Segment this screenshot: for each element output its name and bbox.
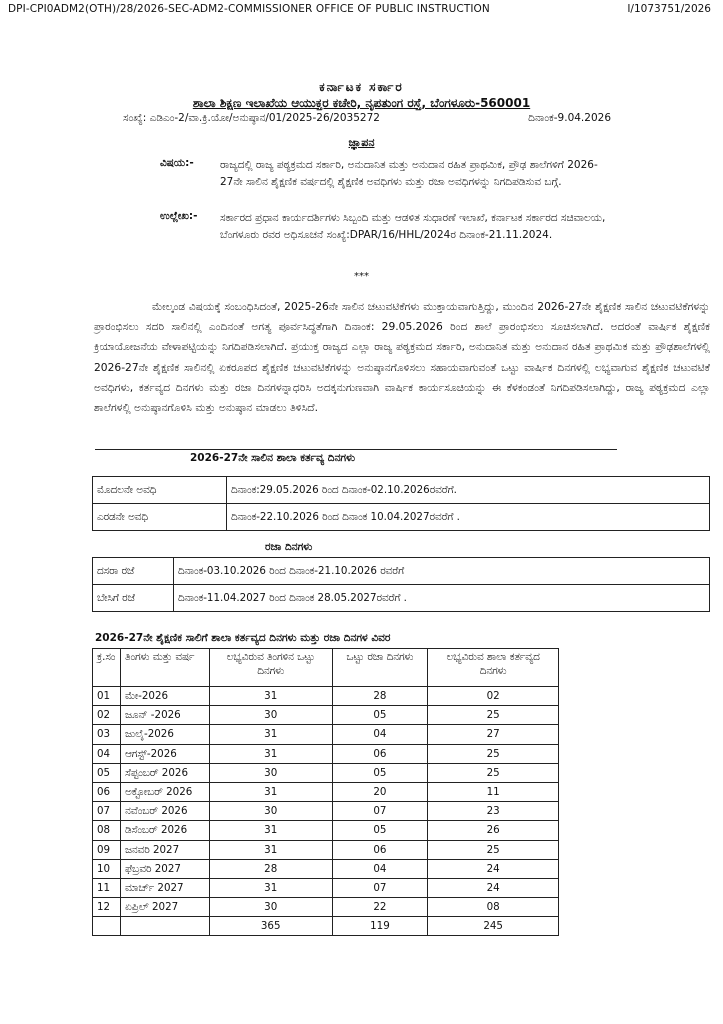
serial-cell: 08 [93,821,121,840]
table-row [93,504,710,531]
month-cell: ಫೆಬ್ರವರಿ 2027 [120,859,209,878]
month-cell: ಜನವರಿ 2027 [120,840,209,859]
total-days-cell: 28 [209,859,332,878]
column-header: ಕ್ರ.ಸಂ [93,649,121,687]
total-holidays-cell: 119 [332,917,428,936]
table-header-row [93,649,559,687]
total-days-cell: 30 [209,802,332,821]
working-days-cell: 25 [428,763,559,782]
monthly-days-table [92,648,559,936]
issue-date: ದಿನಾಂಕ-9.04.2026 [528,112,611,124]
reference-text: ಸರ್ಕಾರದ ಪ್ರಧಾನ ಕಾರ್ಯದರ್ಶಿಗಳು ಸಿಬ್ಬಂದಿ ಮತ್ತು ಆಡಳಿತ ಸುಧಾರಣೆ ಇಲಾಖೆ, ಕರ್ನಾಟಕ ಸರ್ಕಾರದ ಸಚಿವಾಲಯ, ಬೆಂಗಳೂರು ರವರ ಅಧಿಸೂಚನೆ ಸಂಖ್ಯೆ:DPAR/16/HHL/2024ರ ದಿನಾಂಕ-21.11.2024. [220,212,606,241]
holidays-cell: 05 [332,821,428,840]
working-days-cell: 02 [428,687,559,706]
holiday-name-cell: ಬೇಸಿಗೆ ರಜೆ [93,585,174,612]
monthly-table-body [93,687,559,917]
table-row [93,725,559,744]
period-cell: ದಿನಾಂಕ-22.10.2026 ರಿಂದ ದಿನಾಂಕ 10.04.2027ರವರೆಗೆ . [227,504,710,531]
subject-label: ವಿಷಯ:- [160,157,194,169]
separator: *** [354,271,369,282]
working-days-cell: 08 [428,898,559,917]
totals-blank-cell [120,917,209,936]
holidays-title: ರಜಾ ದಿನಗಳು [265,541,313,553]
term-cell: ಎರಡನೇ ಅವಧಿ [93,504,227,531]
month-cell: ಆಗಸ್ಟ್-2026 [120,744,209,763]
month-cell: ಮಾರ್ಚ್ 2027 [120,878,209,897]
total-working-cell: 245 [428,917,559,936]
table-row [93,706,559,725]
month-cell: ಜೂನ್ -2026 [120,706,209,725]
total-days-cell: 30 [209,763,332,782]
working-days-cell: 26 [428,821,559,840]
subject-text: ರಾಜ್ಯದಲ್ಲಿ ರಾಜ್ಯ ಪಠ್ಯಕ್ರಮದ ಸರ್ಕಾರಿ, ಅನುದಾನಿತ ಮತ್ತು ಅನುದಾನ ರಹಿತ ಪ್ರಾಥಮಿಕ, ಪ್ರೌಢ ಶಾಲೆಗಳಿಗೆ 2026-27ನೇ ಸಾಲಿನ ಶೈಕ್ಷಣಿಕ ವರ್ಷದಲ್ಲಿ ಶೈಕ್ಷಣಿಕ ಅವಧಿಗಳು ಮತ್ತು ರಜಾ ಅವಧಿಗಳನ್ನು ನಿಗದಿಪಡಿಸುವ ಬಗ್ಗೆ. [220,159,598,188]
holiday-period-cell: ದಿನಾಂಕ-03.10.2026 ರಿಂದ ದಿನಾಂಕ-21.10.2026 ರವರೆಗೆ [174,558,710,585]
holidays-cell: 06 [332,840,428,859]
table-row [93,744,559,763]
serial-cell: 10 [93,859,121,878]
holiday-period-cell: ದಿನಾಂಕ-11.04.2027 ರಿಂದ ದಿನಾಂಕ 28.05.2027ರವರೆಗೆ . [174,585,710,612]
table-row [93,558,710,585]
file-code: DPI-CPI0ADM2(OTH)/28/2026-SEC-ADM2-COMMISSIONER OFFICE OF PUBLIC INSTRUCTION [8,3,490,15]
totals-row [93,917,559,936]
body-paragraph: ಮೇಲ್ಕಂಡ ವಿಷಯಕ್ಕೆ ಸಂಬಂಧಿಸಿದಂತೆ, 2025-26ನೇ ಸಾಲಿನ ಚಟುವಟಿಕೆಗಳು ಮುಕ್ತಾಯವಾಗುತ್ತಿದ್ದು, ಮುಂದಿನ 2026-27ನೇ ಶೈಕ್ಷಣಿಕ ಸಾಲಿನ ಚಟುವಟಿಕೆಗಳನ್ನು ಪ್ರಾರಂಭಿಸಲು ಸದರಿ ಸಾಲಿನಲ್ಲಿ ಎಂದಿನಂತೆ ಅಗತ್ಯ ಪೂರ್ವಸಿದ್ಧತೆಗಾಗಿ ದಿನಾಂಕ: 29.05.2026 ರಿಂದ ಶಾಲೆ ಪ್ರಾರಂಭಿಸಲು ಸೂಚಿಸಲಾಗಿದೆ. ಅದರಂತೆ ವಾರ್ಷಿಕ ಶೈಕ್ಷಣಿಕ ಕ್ರಿಯಾಯೋಜನೆಯ ವೇಳಾಪಟ್ಟಿಯನ್ನು ನಿಗದಿಪಡಿಸಲಾಗಿದೆ. ಪ್ರಯುಕ್ತ ರಾಜ್ಯದ ಎಲ್ಲಾ ರಾಜ್ಯ ಪಠ್ಯಕ್ರಮದ ಸರ್ಕಾರಿ, ಅನುದಾನಿತ ಮತ್ತು ಅನುದಾನ ರಹಿತ ಪ್ರಾಥಮಿಕ ಮತ್ತು ಪ್ರೌಢಶಾಲೆಗಳಲ್ಲಿ 2026-27ನೇ ಶೈಕ್ಷಣಿಕ ಸಾಲಿನಲ್ಲಿ ಏಕರೂಪದ ಶೈಕ್ಷಣಿಕ ಚಟುವಟಿಕೆಗಳನ್ನು ಅನುಷ್ಠಾನಗೊಳಿಸಲು ಸಹಾಯವಾಗುವಂತೆ ಒಟ್ಟು ವಾರ್ಷಿಕ ದಿನಗಳಲ್ಲಿ ಲಭ್ಯವಾಗುವ ಶೈಕ್ಷಣಿಕ ಚಟುವಟಿಕೆ ಅವಧಿಗಳು, ಕರ್ತವ್ಯದ ದಿನಗಳು ಮತ್ತು ರಜಾ ದಿನಗಳನ್ನಾಧರಿಸಿ ಅದಕ್ಕನುಗುಣವಾಗಿ ವಾರ್ಷಿಕ ಕಾರ್ಯಸೂಚಿಯನ್ನು ಈ ಕೆಳಕಂಡಂತೆ ನಿಗದಿಪಡಿಸಲಾಗಿದ್ದು, ರಾಜ್ಯ ಪಠ್ಯಕ್ರಮದ ಎಲ್ಲಾ ಶಾಲೆಗಳಲ್ಲಿ ಅನುಷ್ಠಾನಗೊಳಿಸಿ ಮತ್ತು ಅನುಷ್ಠಾನ ಮಾಡಲು ತಿಳಿಸಿದೆ. [94,300,710,415]
serial-cell: 11 [93,878,121,897]
holidays-cell: 04 [332,725,428,744]
total-days-cell: 30 [209,706,332,725]
total-days-cell: 31 [209,687,332,706]
month-cell: ಮೇ-2026 [120,687,209,706]
month-cell: ನವೆಂಬರ್ 2026 [120,802,209,821]
table-row [93,687,559,706]
column-header: ಲಭ್ಯವಿರುವ ಶಾಲಾ ಕರ್ತವ್ಯದ ದಿನಗಳು [428,649,559,687]
total-days-cell: 31 [209,744,332,763]
column-header: ತಿಂಗಳು ಮತ್ತು ವರ್ಷ [120,649,209,687]
table-row [93,477,710,504]
holidays-cell: 04 [332,859,428,878]
document-id: I/1073751/2026 [627,3,711,15]
table-row [93,840,559,859]
serial-cell: 06 [93,782,121,801]
holidays-cell: 07 [332,802,428,821]
reference-label: ಉಲ್ಲೇಖ:- [160,210,198,222]
holidays-cell: 20 [332,782,428,801]
table-row [93,763,559,782]
notice-title: ಜ್ಞಾಪನ [348,136,375,149]
table-row [93,898,559,917]
month-cell: ಜುಲೈ-2026 [120,725,209,744]
holidays-table [92,557,710,612]
government-title: ಕರ್ನಾಟಕ ಸರ್ಕಾರ [319,80,404,94]
working-days-cell: 25 [428,706,559,725]
serial-cell: 05 [93,763,121,782]
total-days-cell: 31 [209,782,332,801]
holidays-cell: 06 [332,744,428,763]
table-row [93,585,710,612]
total-days-cell: 30 [209,898,332,917]
table-row [93,821,559,840]
table-row [93,859,559,878]
month-cell: ಏಪ್ರಿಲ್ 2027 [120,898,209,917]
holidays-cell: 05 [332,763,428,782]
total-days-cell: 365 [209,917,332,936]
total-days-cell: 31 [209,821,332,840]
serial-cell: 02 [93,706,121,725]
month-cell: ಸೆಪ್ಟಂಬರ್ 2026 [120,763,209,782]
working-days-cell: 24 [428,878,559,897]
totals-blank-cell [93,917,121,936]
divider-line [95,449,617,450]
serial-cell: 04 [93,744,121,763]
working-days-cell: 25 [428,744,559,763]
working-days-cell: 24 [428,859,559,878]
serial-cell: 07 [93,802,121,821]
table-row [93,878,559,897]
holidays-cell: 22 [332,898,428,917]
month-cell: ಅಕ್ಟೋಬರ್ 2026 [120,782,209,801]
total-days-cell: 31 [209,725,332,744]
table-row [93,782,559,801]
reference-number: ಸಂಖ್ಯೆ: ಎಡಿಎಂ-2/ವಾ.ಕ್ರಿ.ಯೋ/ಅನುಷ್ಠಾನ/01/2025-26/2035272 [123,112,380,124]
working-days-cell: 23 [428,802,559,821]
table-row [93,802,559,821]
holiday-name-cell: ದಸರಾ ರಜೆ [93,558,174,585]
working-days-cell: 11 [428,782,559,801]
working-days-title: 2026-27ನೇ ಸಾಲಿನ ಶಾಲಾ ಕರ್ತವ್ಯ ದಿನಗಳು [190,452,356,464]
serial-cell: 01 [93,687,121,706]
holidays-cell: 07 [332,878,428,897]
total-days-cell: 31 [209,878,332,897]
column-header: ಲಭ್ಯವಿರುವ ತಿಂಗಳಿನ ಒಟ್ಟು ದಿನಗಳು [209,649,332,687]
monthly-table-title: 2026-27ನೇ ಶೈಕ್ಷಣಿಕ ಸಾಲಿಗೆ ಶಾಲಾ ಕರ್ತವ್ಯದ ದಿನಗಳು ಮತ್ತು ರಜಾ ದಿನಗಳ ವಿವರ [95,632,391,644]
serial-cell: 12 [93,898,121,917]
month-cell: ಡಿಸೆಂಬರ್ 2026 [120,821,209,840]
holidays-cell: 05 [332,706,428,725]
serial-cell: 09 [93,840,121,859]
holidays-cell: 28 [332,687,428,706]
working-days-table [92,476,710,531]
working-days-cell: 25 [428,840,559,859]
total-days-cell: 31 [209,840,332,859]
period-cell: ದಿನಾಂಕ:29.05.2026 ರಿಂದ ದಿನಾಂಕ-02.10.2026ರವರೆಗೆ. [227,477,710,504]
term-cell: ಮೊದಲನೇ ಅವಧಿ [93,477,227,504]
working-days-cell: 27 [428,725,559,744]
column-header: ಒಟ್ಟು ರಜಾ ದಿನಗಳು [332,649,428,687]
office-title: ಶಾಲಾ ಶಿಕ್ಷಣ ಇಲಾಖೆಯ ಆಯುಕ್ತರ ಕಚೇರಿ, ನೃಪತುಂಗ ರಸ್ತೆ, ಬೆಂಗಳೂರು-560001 [192,96,531,110]
serial-cell: 03 [93,725,121,744]
